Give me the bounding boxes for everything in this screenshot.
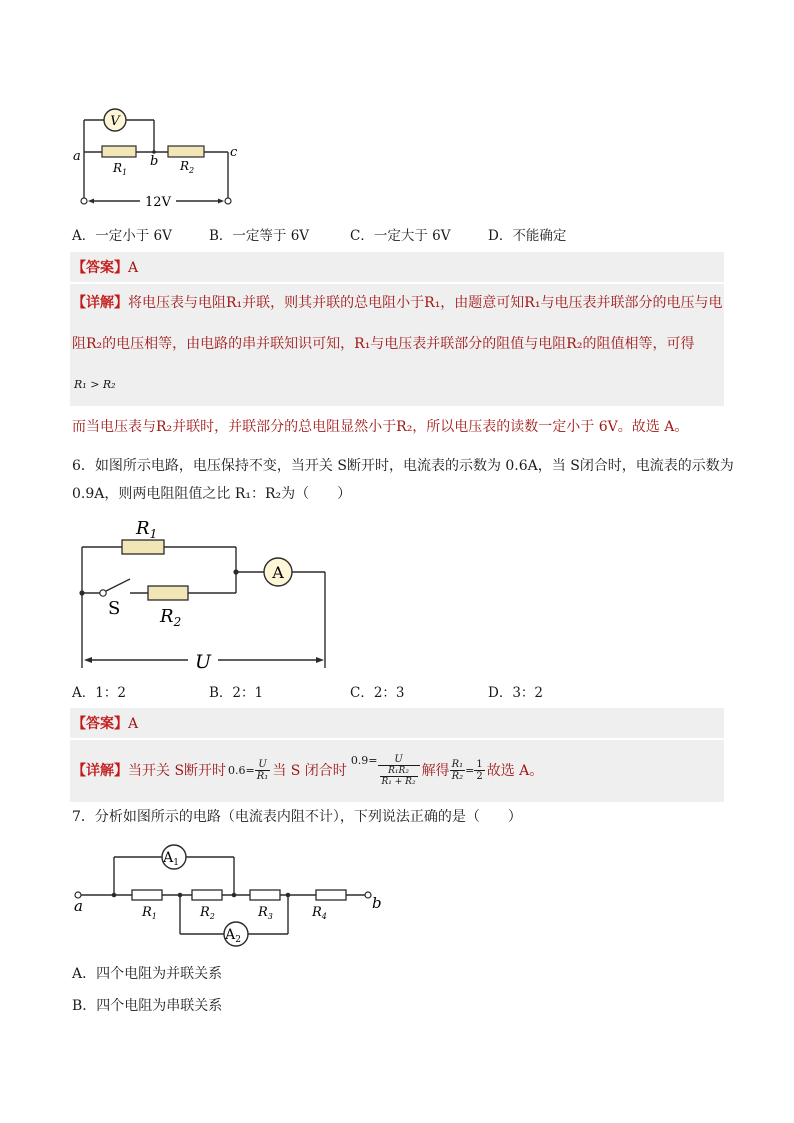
q7-resistor-r3	[250, 890, 280, 900]
q5-options	[72, 226, 566, 246]
q5-terminal-right	[225, 198, 231, 204]
q5-option-a: A．一定小于 6V	[72, 228, 172, 244]
q7-stem: 7．分析如图所示的电路（电流表内阻不计），下列说法正确的是（ ）	[72, 809, 522, 825]
q6-r1-label: R	[136, 518, 150, 539]
q5-r1-label: R	[113, 161, 123, 175]
q6-eq3-fraction-right: $\frac{1}{2}$	[476, 758, 483, 782]
q5-r2-label: R	[180, 159, 190, 173]
q6-detail	[72, 741, 543, 799]
q5-node-b: b	[150, 154, 159, 169]
q6-eq2-fraction: $\frac{U}{\frac{\text{R₁R₂}}{\text{R₁ + R₂}}}$	[378, 754, 420, 787]
q5-circuit-diagram	[70, 100, 250, 210]
q5-terminal-left	[81, 198, 87, 204]
svg-text:R4: $R_4$	[312, 905, 327, 921]
q5-node-a: a	[73, 149, 81, 164]
q6-eq3-equals: =	[465, 763, 475, 777]
q6-circuit-diagram	[70, 510, 340, 675]
q6-eq3-fraction-left: $\frac{\text{R₁}}{\text{R₂}}$	[451, 758, 464, 782]
q7-node-a: a	[74, 897, 83, 915]
q7-terminal-b	[365, 892, 371, 898]
q7-resistor-r2	[192, 890, 222, 900]
q7-resistor-r1	[132, 890, 162, 900]
q6-voltage-label: U	[194, 651, 212, 673]
q6-r2-label: R	[160, 606, 174, 627]
q6-stem-line2: 0.9A，则两电阻阻值之比 R₁：R₂为（ ）	[72, 486, 352, 502]
q6-detail-p1: 当开关 S断开时	[128, 763, 227, 779]
q5-r2-sub: 2	[189, 166, 195, 175]
q7-r4-label: R	[312, 905, 322, 920]
q5-r1-sub: 1	[122, 168, 128, 177]
q6-option-d: D．3：2	[488, 685, 544, 701]
q6-r2-sub: 2	[173, 615, 182, 629]
svg-text:R2: $R_2$	[200, 905, 215, 921]
q5-voltmeter	[104, 109, 126, 131]
q6-eq1-fraction: $\frac{U}{\text{R₁}}$	[256, 758, 269, 782]
q6-r1-sub: 1	[149, 527, 158, 541]
q7-r1-label: R	[142, 905, 152, 920]
q7-node-b: b	[372, 894, 382, 912]
q6-switch-label: S	[108, 598, 121, 619]
detail-tag: 【详解】	[72, 295, 128, 311]
q6-detail-p3: 解得	[421, 763, 450, 779]
svg-text:A1: $A_1$	[163, 850, 179, 868]
q6-ammeter	[264, 558, 292, 586]
q7-ammeter-a2	[224, 922, 248, 946]
svg-text:R3: $R_3$	[258, 905, 273, 921]
svg-text:R2	[159, 606, 181, 629]
svg-text:A2: $A_2$	[225, 927, 241, 945]
q7-option-b: B．四个电阻为串联关系	[72, 998, 223, 1014]
q7-circuit-diagram	[70, 838, 390, 953]
svg-text:R1	[112, 161, 127, 177]
q5-option-b: B．一定等于 6V	[209, 228, 310, 244]
q6-switch	[100, 590, 106, 596]
answer-tag: 【答案】	[72, 260, 128, 276]
q5-detail-line2: 阻R₂的电压相等，由电路的串并联知识可知，R₁与电压表并联部分的阻值与电阻R₂的阻值相等，可得	[72, 336, 695, 352]
detail-tag: 【详解】	[72, 763, 128, 779]
answer-value: A	[128, 716, 139, 732]
q5-conclusion: 而当电压表与R₂并联时，并联部分的总电阻显然小于R₂，所以电压表的读数一定小于 6V。故选 A。	[72, 419, 689, 435]
q6-eq1-left: 0.6=	[228, 763, 255, 777]
svg-text:R1	[135, 518, 157, 541]
q6-detail-p4: 故选 A。	[486, 763, 544, 779]
svg-text:R2	[179, 159, 194, 175]
q6-ammeter-label: A	[272, 563, 284, 582]
q5-answer	[72, 258, 138, 278]
q6-option-a: A．1：2	[72, 685, 126, 701]
q5-voltage-label: 12V	[145, 195, 171, 210]
q6-resistor-r2	[148, 586, 188, 600]
q7-ammeter-a1	[162, 845, 186, 869]
q5-option-d: D．不能确定	[488, 228, 567, 244]
q5-resistor-r2	[168, 146, 204, 157]
q6-resistor-r1	[122, 540, 164, 554]
q6-answer-box	[70, 708, 724, 738]
q5-option-c: C．一定大于 6V	[350, 228, 451, 244]
q7-resistor-r4	[316, 890, 346, 900]
q5-detail-line3: R₁ > R₂	[74, 378, 116, 391]
q6-detail-p2: 当 S 闭合时	[272, 763, 347, 779]
q7-option-a: A．四个电阻为并联关系	[72, 966, 223, 982]
q5-node-c: c	[230, 145, 238, 160]
q6-eq2-left: 0.9=	[350, 754, 378, 767]
svg-text:R1: $R_1$	[142, 905, 157, 921]
answer-tag: 【答案】	[72, 716, 128, 732]
q5-voltmeter-label: V	[110, 114, 120, 129]
q6-stem-line1: 6．如图所示电路，电压保持不变，当开关 S断开时，电流表的示数为 0.6A，当 S闭合时，电流表的示数为	[72, 458, 734, 474]
q7-r2-label: R	[200, 905, 210, 920]
q6-answer	[72, 714, 138, 734]
q6-options	[72, 683, 543, 703]
answer-value: A	[128, 260, 139, 276]
q7-r3-label: R	[258, 905, 268, 920]
q5-detail-line1: 【详解】将电压表与电阻R₁并联，则其并联的总电阻小于R₁，由题意可知R₁与电压表并联部分的电压与电	[72, 295, 723, 311]
q6-option-b: B．2：1	[209, 685, 264, 701]
q5-resistor-r1	[102, 146, 136, 157]
q6-option-c: C．2：3	[350, 685, 405, 701]
q5-answer-box	[70, 252, 724, 282]
